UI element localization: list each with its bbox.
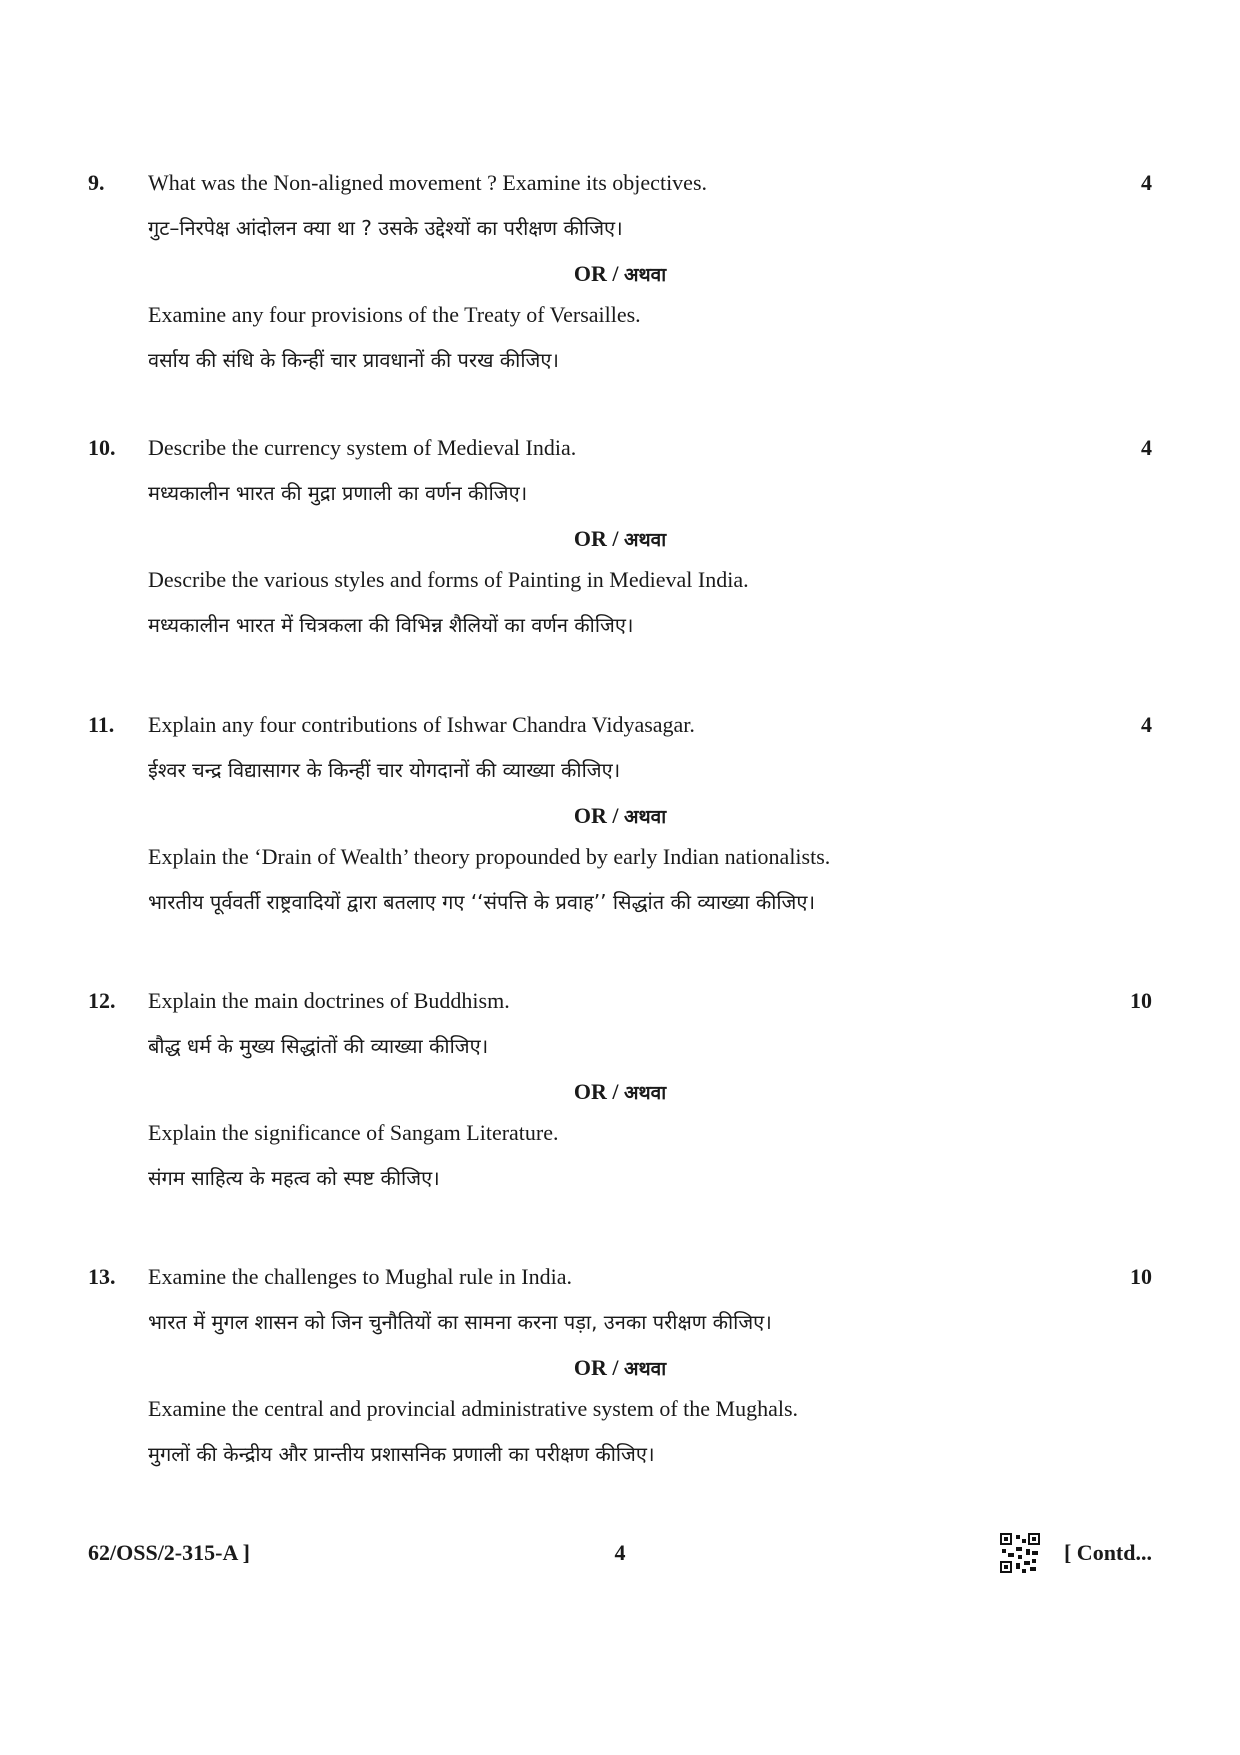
or-label: OR / bbox=[573, 1355, 619, 1380]
alternate-text-en: Explain the significance of Sangam Literature. bbox=[148, 1120, 559, 1145]
question-number: 13. bbox=[88, 1264, 116, 1289]
or-label-hi: अथवा bbox=[623, 529, 667, 551]
question-text-en: Explain the main doctrines of Buddhism. bbox=[148, 988, 510, 1013]
continued-label: [ Contd... bbox=[1063, 1540, 1152, 1565]
alternate-text-hi: वर्साय की संधि के किन्हीं चार प्रावधानों की परख कीजिए। bbox=[148, 348, 559, 372]
alternate-text-hi: भारतीय पूर्ववर्ती राष्ट्रवादियों द्वारा बतलाए गए ‘‘संपत्ति के प्रवाह’’ सिद्धांत की व्याख्या कीजिए। bbox=[148, 890, 816, 914]
paper-code: 62/OSS/2-315-A ] bbox=[88, 1540, 250, 1565]
question-text-hi: ईश्वर चन्द्र विद्यासागर के किन्हीं चार योगदानों की व्याख्या कीजिए। bbox=[148, 758, 621, 782]
question-number: 11. bbox=[88, 712, 115, 737]
alternate-text-en: Explain the ‘Drain of Wealth’ theory propounded by early Indian nationalists. bbox=[148, 844, 831, 869]
question-text-en: Describe the currency system of Medieval India. bbox=[148, 435, 577, 460]
question-text-en: What was the Non-aligned movement ? Examine its objectives. bbox=[148, 170, 708, 195]
or-label-hi: अथवा bbox=[623, 264, 667, 286]
question-marks: 10 bbox=[1130, 988, 1152, 1013]
or-separator bbox=[0, 803, 1240, 829]
question-marks: 4 bbox=[1141, 170, 1152, 195]
or-label: OR / bbox=[573, 526, 619, 551]
alternate-text-en: Describe the various styles and forms of Painting in Medieval India. bbox=[148, 567, 749, 592]
or-label: OR / bbox=[573, 803, 619, 828]
alternate-text-en: Examine any four provisions of the Treaty of Versailles. bbox=[148, 302, 641, 327]
question-number: 12. bbox=[88, 988, 116, 1013]
question-marks: 10 bbox=[1130, 1264, 1152, 1289]
question-number: 10. bbox=[88, 435, 116, 460]
question-text-en: Explain any four contributions of Ishwar Chandra Vidyasagar. bbox=[148, 712, 695, 737]
or-separator bbox=[0, 526, 1240, 552]
question-marks: 4 bbox=[1141, 435, 1152, 460]
question-text-hi: भारत में मुगल शासन को जिन चुनौतियों का सामना करना पड़ा, उनका परीक्षण कीजिए। bbox=[148, 1310, 772, 1334]
or-label-hi: अथवा bbox=[623, 1082, 667, 1104]
question-number: 9. bbox=[88, 170, 105, 195]
or-label-hi: अथवा bbox=[623, 806, 667, 828]
question-text-hi: गुट–निरपेक्ष आंदोलन क्या था ? उसके उद्देश्यों का परीक्षण कीजिए। bbox=[148, 216, 623, 240]
or-label: OR / bbox=[573, 1079, 619, 1104]
question-text-hi: मध्यकालीन भारत की मुद्रा प्रणाली का वर्णन कीजिए। bbox=[148, 481, 528, 505]
question-marks: 4 bbox=[1141, 712, 1152, 737]
or-label-hi: अथवा bbox=[623, 1358, 667, 1380]
alternate-text-hi: मध्यकालीन भारत में चित्रकला की विभिन्न शैलियों का वर्णन कीजिए। bbox=[148, 613, 634, 637]
question-text-hi: बौद्ध धर्म के मुख्य सिद्धांतों की व्याख्या कीजिए। bbox=[148, 1034, 489, 1058]
or-separator bbox=[0, 261, 1240, 287]
or-separator bbox=[0, 1355, 1240, 1381]
or-label: OR / bbox=[573, 261, 619, 286]
alternate-text-hi: मुगलों की केन्द्रीय और प्रान्तीय प्रशासनिक प्रणाली का परीक्षण कीजिए। bbox=[148, 1442, 655, 1466]
question-text-en: Examine the challenges to Mughal rule in India. bbox=[148, 1264, 572, 1289]
alternate-text-hi: संगम साहित्य के महत्व को स्पष्ट कीजिए। bbox=[148, 1166, 440, 1190]
or-separator bbox=[0, 1079, 1240, 1105]
alternate-text-en: Examine the central and provincial administrative system of the Mughals. bbox=[148, 1396, 799, 1421]
qr-code-icon bbox=[1000, 1533, 1040, 1573]
page-number: 4 bbox=[614, 1540, 626, 1565]
